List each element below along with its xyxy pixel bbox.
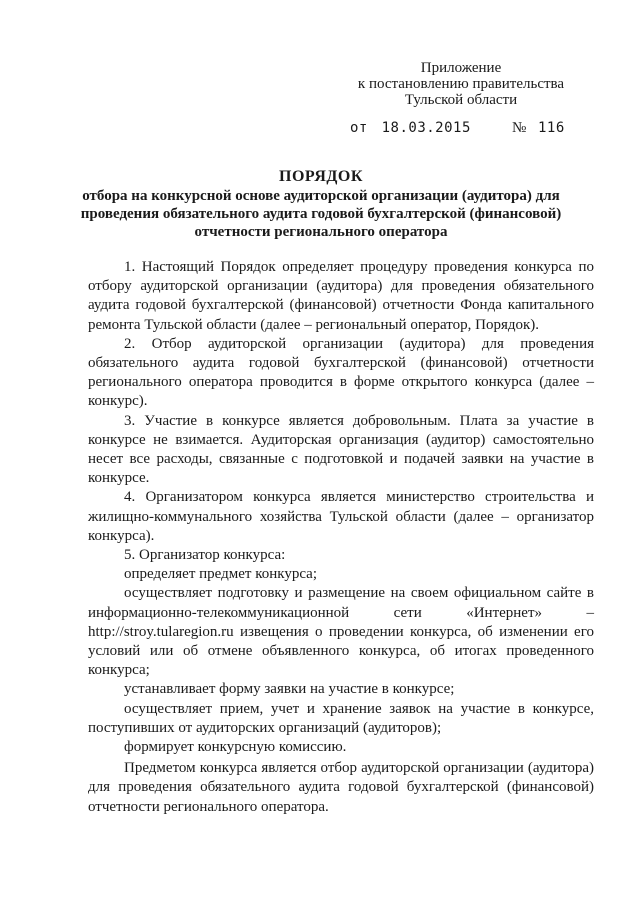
paragraph-5-item-1: определяет предмет конкурса; (124, 566, 317, 583)
paragraph-5-item-5: формирует конкурсную комиссию. (124, 739, 347, 756)
annex-header (356, 60, 566, 108)
paragraph-4: 4. Организатором конкурса является министерство строительства и жилищно-коммунального хозяйства Тульской области (далее – организатор конкурса). (88, 489, 594, 544)
annex-line-2: к постановлению правительства (357, 76, 565, 92)
annex-line-1: Приложение (420, 60, 502, 76)
document-title (80, 168, 562, 241)
paragraph-1: 1. Настоящий Порядок определяет процедуру проведения конкурса по отбору аудиторской организации (аудитора) для проведения обязательного аудита годовой бухгалтерской (финансовой) отчетности Фонда капитального ремонта Тульской области (далее – региональный оператор, Порядок). (88, 259, 594, 333)
title-subtitle: отбора на конкурсной основе аудиторской организации (аудитора) для проведения обязательного аудита годовой бухгалтерской (финансовой) отчетности регионального оператора (80, 188, 562, 240)
paragraph-5: 5. Организатор конкурса: (124, 547, 286, 564)
paragraph-subject: Предметом конкурса является отбор аудиторской организации (аудитора) для проведения обязательного аудита годовой бухгалтерской (финансовой) отчетности регионального оператора. (88, 760, 594, 815)
paragraph-5-item-3: устанавливает форму заявки на участие в конкурсе; (124, 681, 455, 698)
document-number: 116 (538, 120, 565, 136)
number-label: № (512, 120, 527, 136)
annex-line-3: Тульской области (404, 92, 518, 108)
paragraph-2: 2. Отбор аудиторской организации (аудитора) для проведения обязательного аудита годовой бухгалтерской (финансовой) отчетности регионального оператора проводится в форме открытого конкурса (далее – конкурс). (88, 335, 594, 410)
paragraph-5-item-4: осуществляет прием, учет и хранение заявок на участие в конкурсе, поступивших от аудиторских организаций (аудиторов); (88, 700, 594, 736)
document-date-number (350, 119, 565, 137)
paragraph-3: 3. Участие в конкурсе является добровольным. Плата за участие в конкурсе не взимается. Аудиторская организация (аудитор) самостоятельно несет все расходы, связанные с подготовкой и подачей заявки на участие в конкурсе. (88, 412, 594, 487)
title-main: ПОРЯДОК (279, 168, 363, 185)
document-body (88, 258, 594, 817)
paragraph-5-item-2: осуществляет подготовку и размещение на своем официальном сайте в информационно-телекоммуникационной сети «Интернет» – http://stroy.tularegion.ru извещения о проведении конкурса, об изменении его условий или об отмене объявленного конкурса, об итогах проведенного конкурса; (88, 585, 594, 679)
document-date: 18.03.2015 (381, 120, 471, 136)
date-prefix: от (350, 120, 368, 136)
